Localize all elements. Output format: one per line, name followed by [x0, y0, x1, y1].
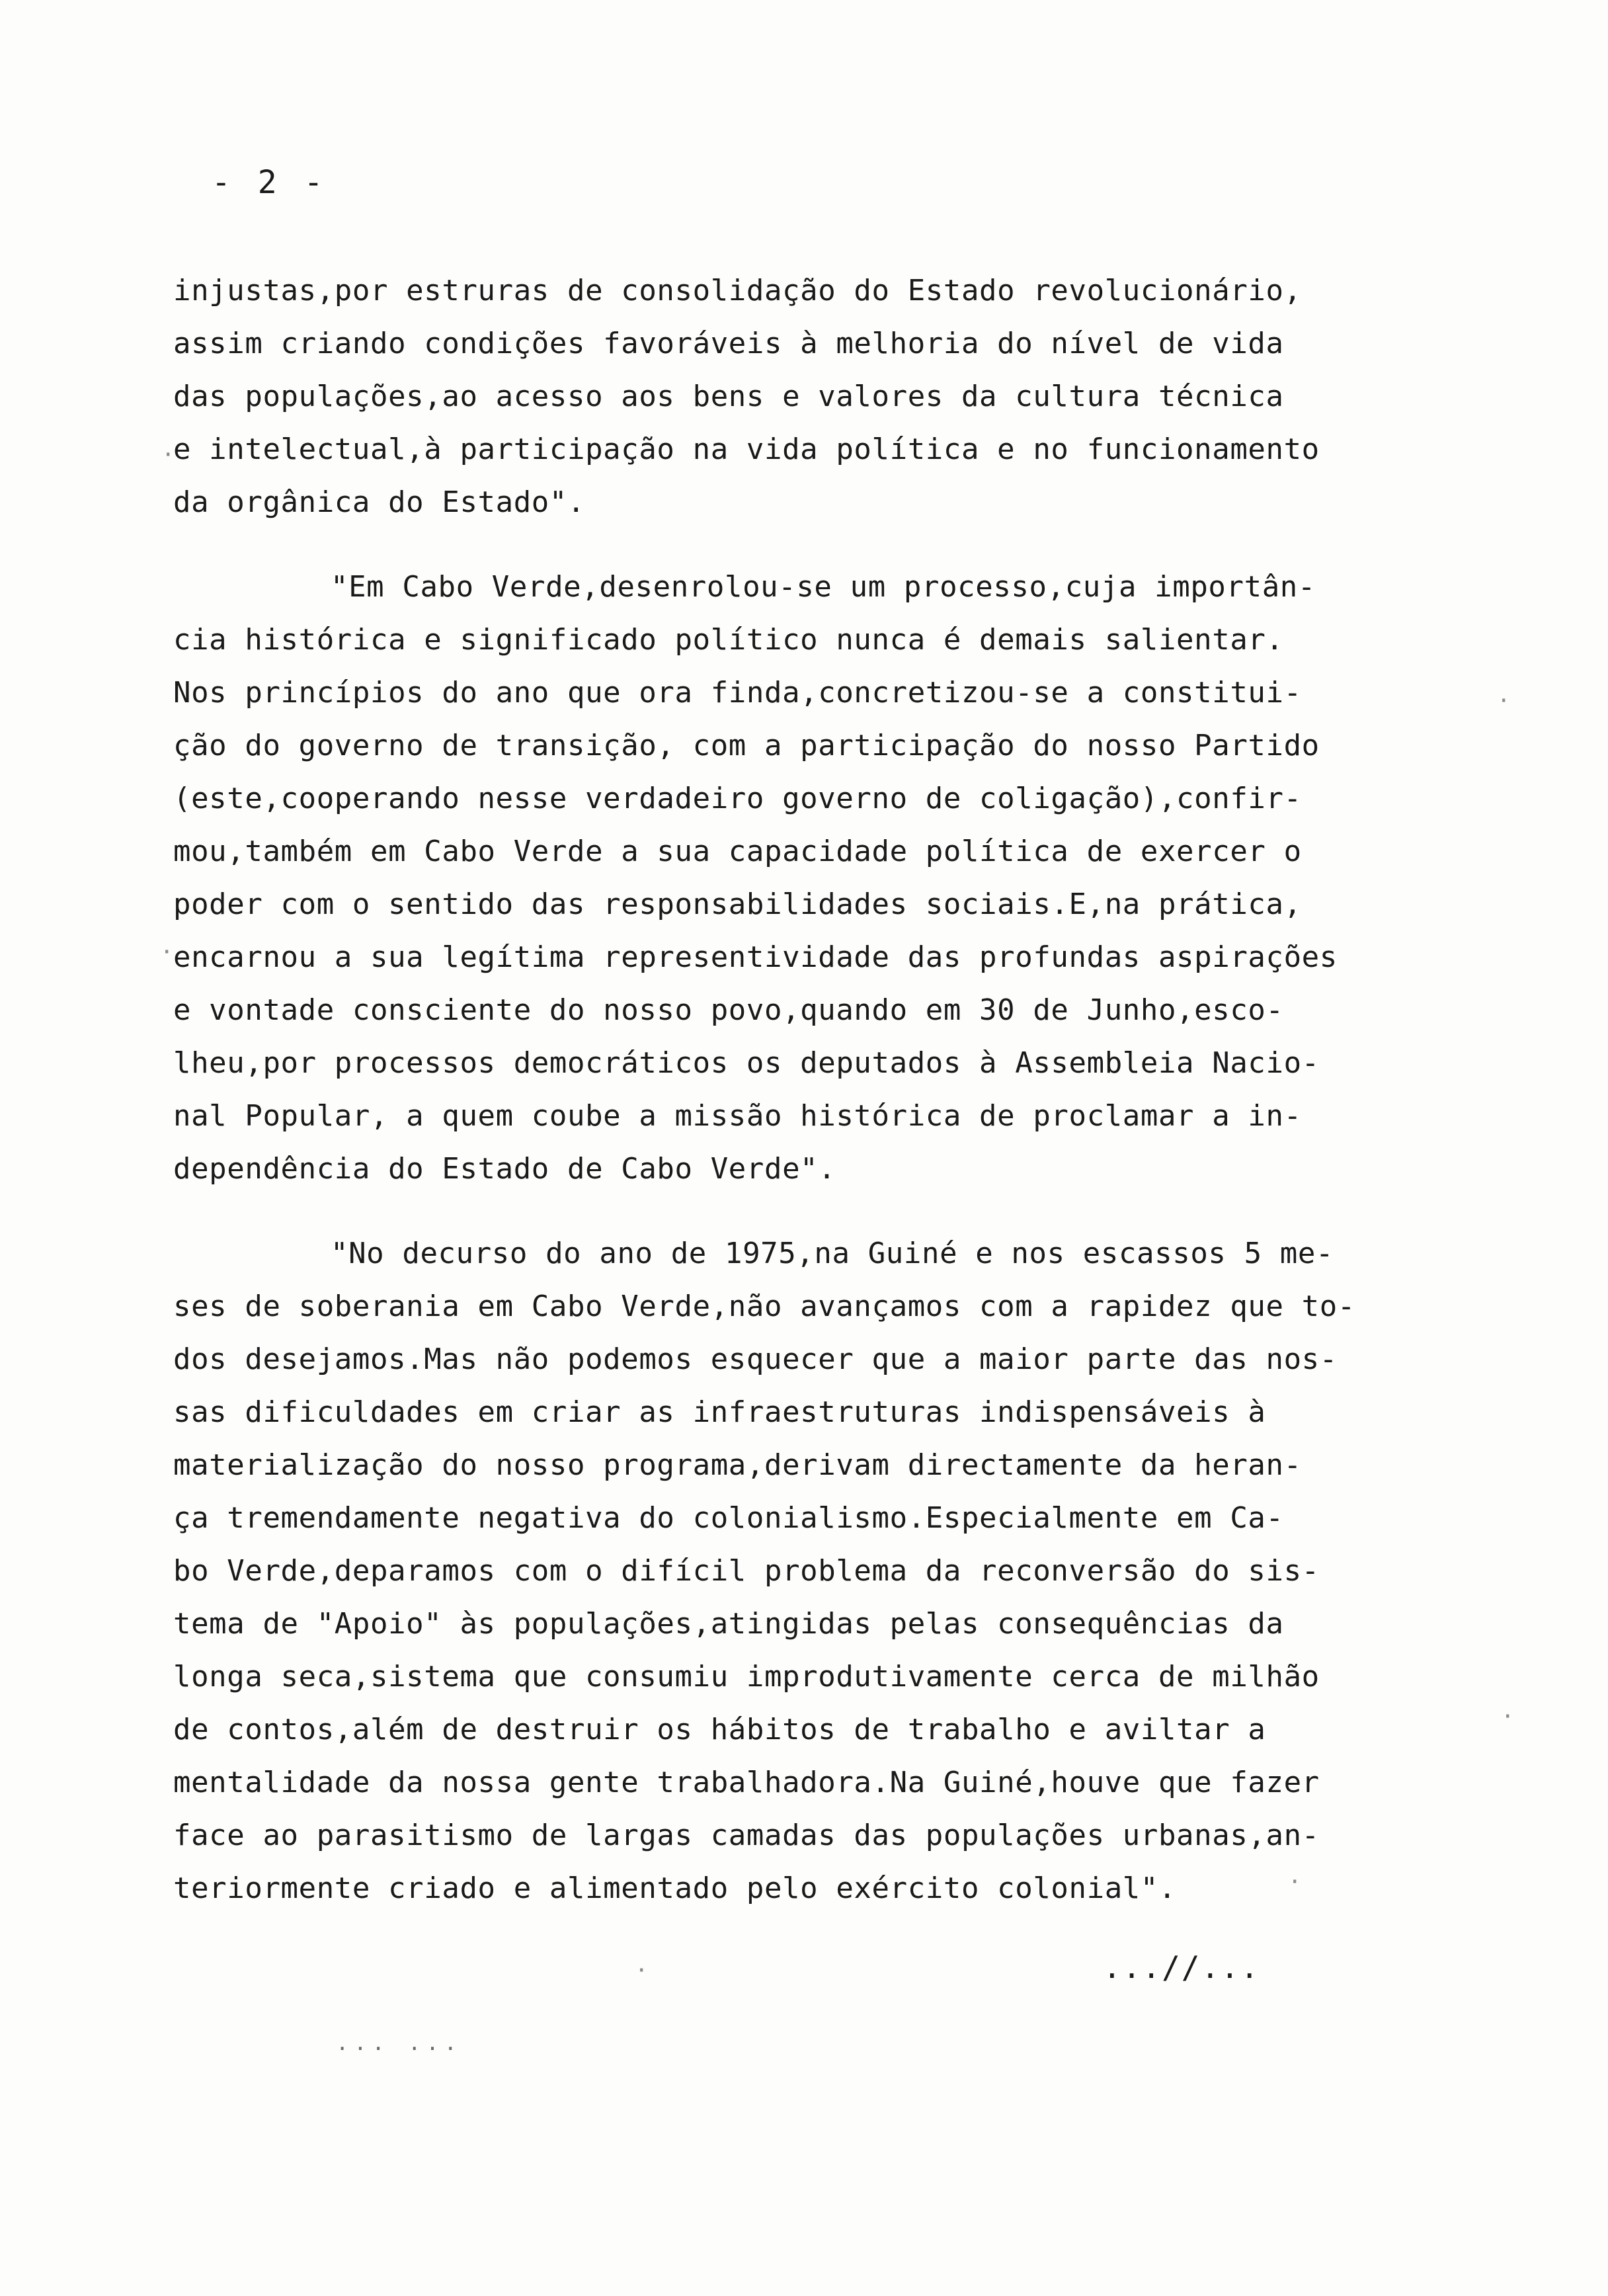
paragraph-2 [173, 561, 1456, 1196]
text-line: face ao parasitismo de largas camadas das populações urbanas,an- [173, 1819, 1320, 1852]
text-line: "No decurso do ano de 1975,na Guiné e nos escassos 5 me- [331, 1237, 1334, 1270]
text-line: de contos,além de destruir os hábitos de trabalho e aviltar a [173, 1713, 1266, 1746]
text-line: e intelectual,à participação na vida política e no funcionamento [173, 432, 1320, 466]
scan-speck: · [161, 442, 175, 468]
text-line: encarnou a sua legítima representividade das profundas aspirações [173, 940, 1338, 974]
body-text [173, 265, 1456, 1915]
text-line: e vontade consciente do nosso povo,quando em 30 de Junho,esco- [173, 993, 1284, 1027]
text-line: ça tremendamente negativa do colonialismo.Especialmente em Ca- [173, 1501, 1284, 1535]
text-line: da orgânica do Estado". [173, 485, 586, 519]
text-line: mentalidade da nossa gente trabalhadora.Na Guiné,houve que fazer [173, 1766, 1320, 1799]
text-line: teriormente criado e alimentado pelo exército colonial". [173, 1871, 1177, 1905]
scan-speck: · [635, 1957, 649, 1984]
scan-speck: · [1497, 688, 1511, 714]
paragraph-1 [173, 265, 1456, 529]
text-line: nal Popular, a quem coube a missão histórica de proclamar a in- [173, 1099, 1302, 1133]
text-line: ses de soberania em Cabo Verde,não avançamos com a rapidez que to- [173, 1290, 1355, 1323]
page-number: - 2 - [212, 164, 327, 201]
text-line: dos desejamos.Mas não podemos esquecer que a maior parte das nos- [173, 1342, 1338, 1376]
scan-speck: · [1288, 1869, 1302, 1895]
text-line: longa seca,sistema que consumiu improdutivamente cerca de milhão [173, 1660, 1320, 1694]
text-line: assim criando condições favoráveis à melhoria do nível de vida [173, 327, 1284, 360]
paragraph-3 [173, 1227, 1456, 1915]
continuation-mark: ...//... [1103, 1949, 1260, 1985]
text-line: "Em Cabo Verde,desenrolou-se um processo,cuja importân- [331, 570, 1316, 604]
text-line: das populações,ao acesso aos bens e valores da cultura técnica [173, 380, 1284, 413]
text-line: (este,cooperando nesse verdadeiro governo de coligação),confir- [173, 782, 1302, 815]
text-line: Nos princípios do ano que ora finda,concretizou-se a constitui- [173, 676, 1302, 710]
text-line: materialização do nosso programa,derivam directamente da heran- [173, 1448, 1302, 1482]
scan-speck: · [160, 939, 174, 965]
text-line: dependência do Estado de Cabo Verde". [173, 1152, 836, 1186]
text-line: poder com o sentido das responsabilidades sociais.E,na prática, [173, 887, 1302, 921]
scan-speck: · [1501, 1703, 1515, 1730]
text-line: sas dificuldades em criar as infraestruturas indispensáveis à [173, 1395, 1266, 1429]
text-line: cia histórica e significado político nunca é demais salientar. [173, 623, 1284, 657]
text-line: tema de "Apoio" às populações,atingidas pelas consequências da [173, 1607, 1284, 1641]
text-line: injustas,por estruras de consolidação do Estado revolucionário, [173, 274, 1302, 308]
text-line: mou,também em Cabo Verde a sua capacidade política de exercer o [173, 835, 1302, 868]
text-line: lheu,por processos democráticos os deputados à Assembleia Nacio- [173, 1046, 1320, 1080]
text-line: bo Verde,deparamos com o difícil problema da reconversão do sis- [173, 1554, 1320, 1588]
bottom-marks: ... ... [336, 2030, 462, 2055]
text-line: ção do governo de transição, com a participação do nosso Partido [173, 729, 1320, 762]
